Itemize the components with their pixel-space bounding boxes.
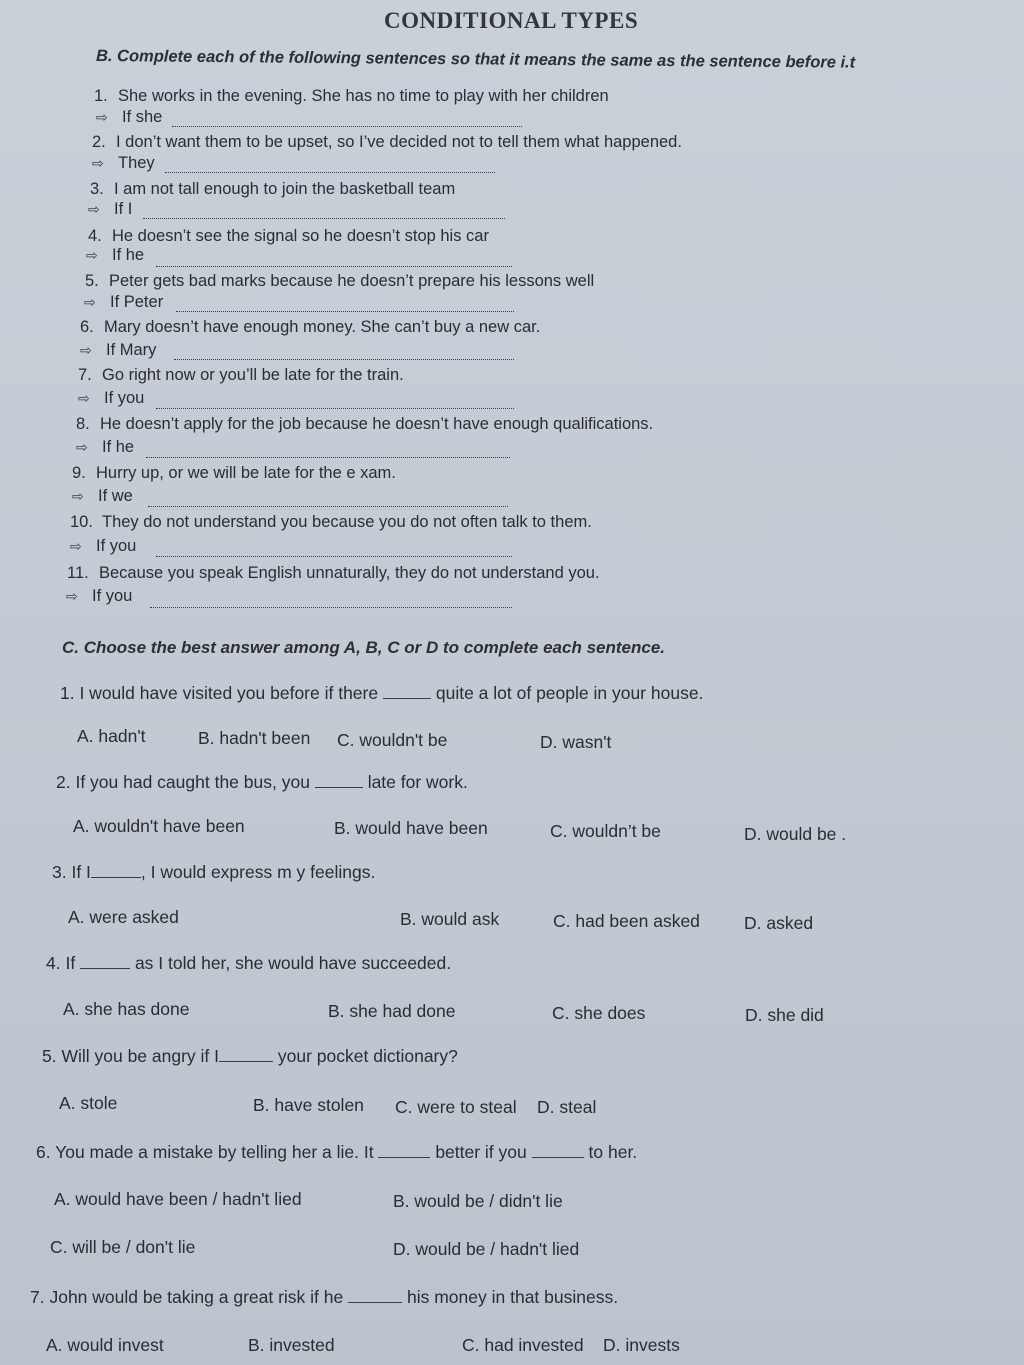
c4-option-a[interactable]: A. she has done (63, 999, 190, 1019)
c6-option-d[interactable]: D. would be / hadn't lied (393, 1239, 580, 1259)
c-question-3: 3. If I , I would express m y feelings. (52, 862, 376, 882)
b-item-9: 9. Hurry up, or we will be late for the e xam. (72, 464, 396, 482)
c2-option-b[interactable]: B. would have been (334, 818, 488, 838)
c1-option-d[interactable]: D. wasn't (540, 732, 612, 752)
c4-option-d[interactable]: D. she did (745, 1005, 824, 1025)
c6-option-c[interactable]: C. will be / don't lie (50, 1237, 196, 1257)
b-answer-5: ⇨ If Peter (84, 293, 164, 311)
b-item-2: 2. I don’t want them to be upset, so I’ve decided not to tell them what happened. (92, 133, 682, 151)
answer-blank[interactable] (348, 1290, 402, 1303)
answer-line-11[interactable] (150, 607, 512, 608)
b-item-8: 8. He doesn’t apply for the job because he doesn’t have enough qualifications. (76, 415, 654, 433)
b-item-4: 4. He doesn’t see the signal so he doesn’t stop his car (88, 227, 489, 245)
c6-option-b[interactable]: B. would be / didn't lie (393, 1191, 563, 1211)
b-item-6: 6. Mary doesn’t have enough money. She can’t buy a new car. (80, 318, 541, 336)
c1-option-b[interactable]: B. hadn't been (198, 728, 311, 748)
b-item-5: 5. Peter gets bad marks because he doesn’t prepare his lessons well (85, 272, 595, 290)
arrow-icon: ⇨ (80, 342, 92, 358)
c3-option-c[interactable]: C. had been asked (553, 911, 700, 931)
b-item-1: 1. She works in the evening. She has no time to play with her children (94, 87, 609, 105)
b-item-3: 3. I am not tall enough to join the basketball team (90, 180, 456, 198)
answer-line-1[interactable] (172, 126, 522, 127)
b-answer-1: ⇨ If she (96, 108, 163, 126)
answer-line-6[interactable] (174, 359, 514, 360)
c5-option-c[interactable]: C. were to steal (395, 1097, 517, 1117)
arrow-icon: ⇨ (92, 155, 104, 171)
c2-option-c[interactable]: C. wouldn’t be (550, 821, 661, 841)
arrow-icon: ⇨ (76, 439, 88, 455)
answer-blank[interactable] (80, 956, 130, 969)
arrow-icon: ⇨ (88, 201, 100, 217)
b-answer-6: ⇨ If Mary (80, 341, 157, 359)
b-answer-7: ⇨ If you (78, 389, 145, 407)
answer-line-2[interactable] (165, 172, 495, 173)
answer-blank[interactable] (378, 1145, 430, 1158)
b-answer-2: ⇨ They (92, 154, 155, 172)
answer-line-9[interactable] (148, 506, 508, 507)
c7-option-a[interactable]: A. would invest (46, 1335, 164, 1355)
c-question-1: 1. I would have visited you before if there quite a lot of people in your house. (60, 683, 704, 703)
c-question-4: 4. If as I told her, she would have succeeded. (46, 953, 452, 973)
c7-option-d[interactable]: D. invests (603, 1335, 680, 1355)
answer-blank[interactable] (532, 1145, 584, 1158)
c-question-5: 5. Will you be angry if I your pocket dictionary? (42, 1046, 458, 1066)
answer-line-3[interactable] (143, 218, 505, 219)
answer-line-5[interactable] (176, 311, 514, 312)
answer-line-7[interactable] (156, 408, 514, 409)
c5-option-a[interactable]: A. stole (59, 1093, 118, 1113)
c7-option-b[interactable]: B. invested (248, 1335, 335, 1355)
answer-blank[interactable] (315, 775, 363, 788)
arrow-icon: ⇨ (86, 247, 98, 263)
c7-option-c[interactable]: C. had invested (462, 1335, 584, 1355)
answer-blank[interactable] (219, 1049, 273, 1062)
b-answer-8: ⇨ If he (76, 438, 135, 456)
section-b-heading: B. Complete each of the following sentences so that it means the same as the sentence before i.t (95, 47, 856, 72)
arrow-icon: ⇨ (84, 294, 96, 310)
arrow-icon: ⇨ (96, 109, 108, 125)
b-item-11: 11. Because you speak English unnaturally, they do not understand you. (67, 564, 600, 582)
c3-option-b[interactable]: B. would ask (400, 909, 500, 929)
c4-option-b[interactable]: B. she had done (328, 1001, 456, 1021)
c-question-2: 2. If you had caught the bus, you late for work. (56, 772, 468, 792)
b-answer-4: ⇨ If he (86, 246, 145, 264)
answer-blank[interactable] (383, 686, 431, 699)
c1-option-a[interactable]: A. hadn't (77, 726, 146, 746)
page-title: CONDITIONAL TYPES (384, 8, 639, 33)
c6-option-a[interactable]: A. would have been / hadn't lied (54, 1189, 302, 1209)
c-question-7: 7. John would be taking a great risk if he his money in that business. (30, 1287, 619, 1307)
c5-option-b[interactable]: B. have stolen (253, 1095, 364, 1115)
answer-line-10[interactable] (156, 556, 512, 557)
c1-option-c[interactable]: C. wouldn't be (337, 730, 448, 750)
b-item-10: 10. They do not understand you because you do not often talk to them. (70, 513, 592, 531)
b-answer-3: ⇨ If I (88, 200, 133, 218)
answer-line-8[interactable] (146, 457, 510, 458)
b-answer-10: ⇨ If you (70, 537, 137, 555)
c-question-6: 6. You made a mistake by telling her a lie. It better if you to her. (36, 1142, 638, 1162)
c5-option-d[interactable]: D. steal (537, 1097, 597, 1117)
c2-option-d[interactable]: D. would be . (744, 824, 847, 844)
b-answer-11: ⇨ If you (66, 587, 133, 605)
c2-option-a[interactable]: A. wouldn't have been (73, 816, 245, 836)
b-item-7: 7. Go right now or you’ll be late for the train. (78, 366, 404, 384)
c3-option-a[interactable]: A. were asked (68, 907, 179, 927)
section-c-heading: C. Choose the best answer among A, B, C or D to complete each sentence. (62, 638, 666, 657)
arrow-icon: ⇨ (70, 538, 82, 554)
answer-blank[interactable] (91, 865, 141, 878)
c3-option-d[interactable]: D. asked (744, 913, 814, 933)
b-answer-9: ⇨ If we (72, 487, 133, 505)
arrow-icon: ⇨ (66, 588, 78, 604)
answer-line-4[interactable] (156, 266, 512, 267)
arrow-icon: ⇨ (72, 488, 84, 504)
c4-option-c[interactable]: C. she does (552, 1003, 646, 1023)
arrow-icon: ⇨ (78, 390, 90, 406)
